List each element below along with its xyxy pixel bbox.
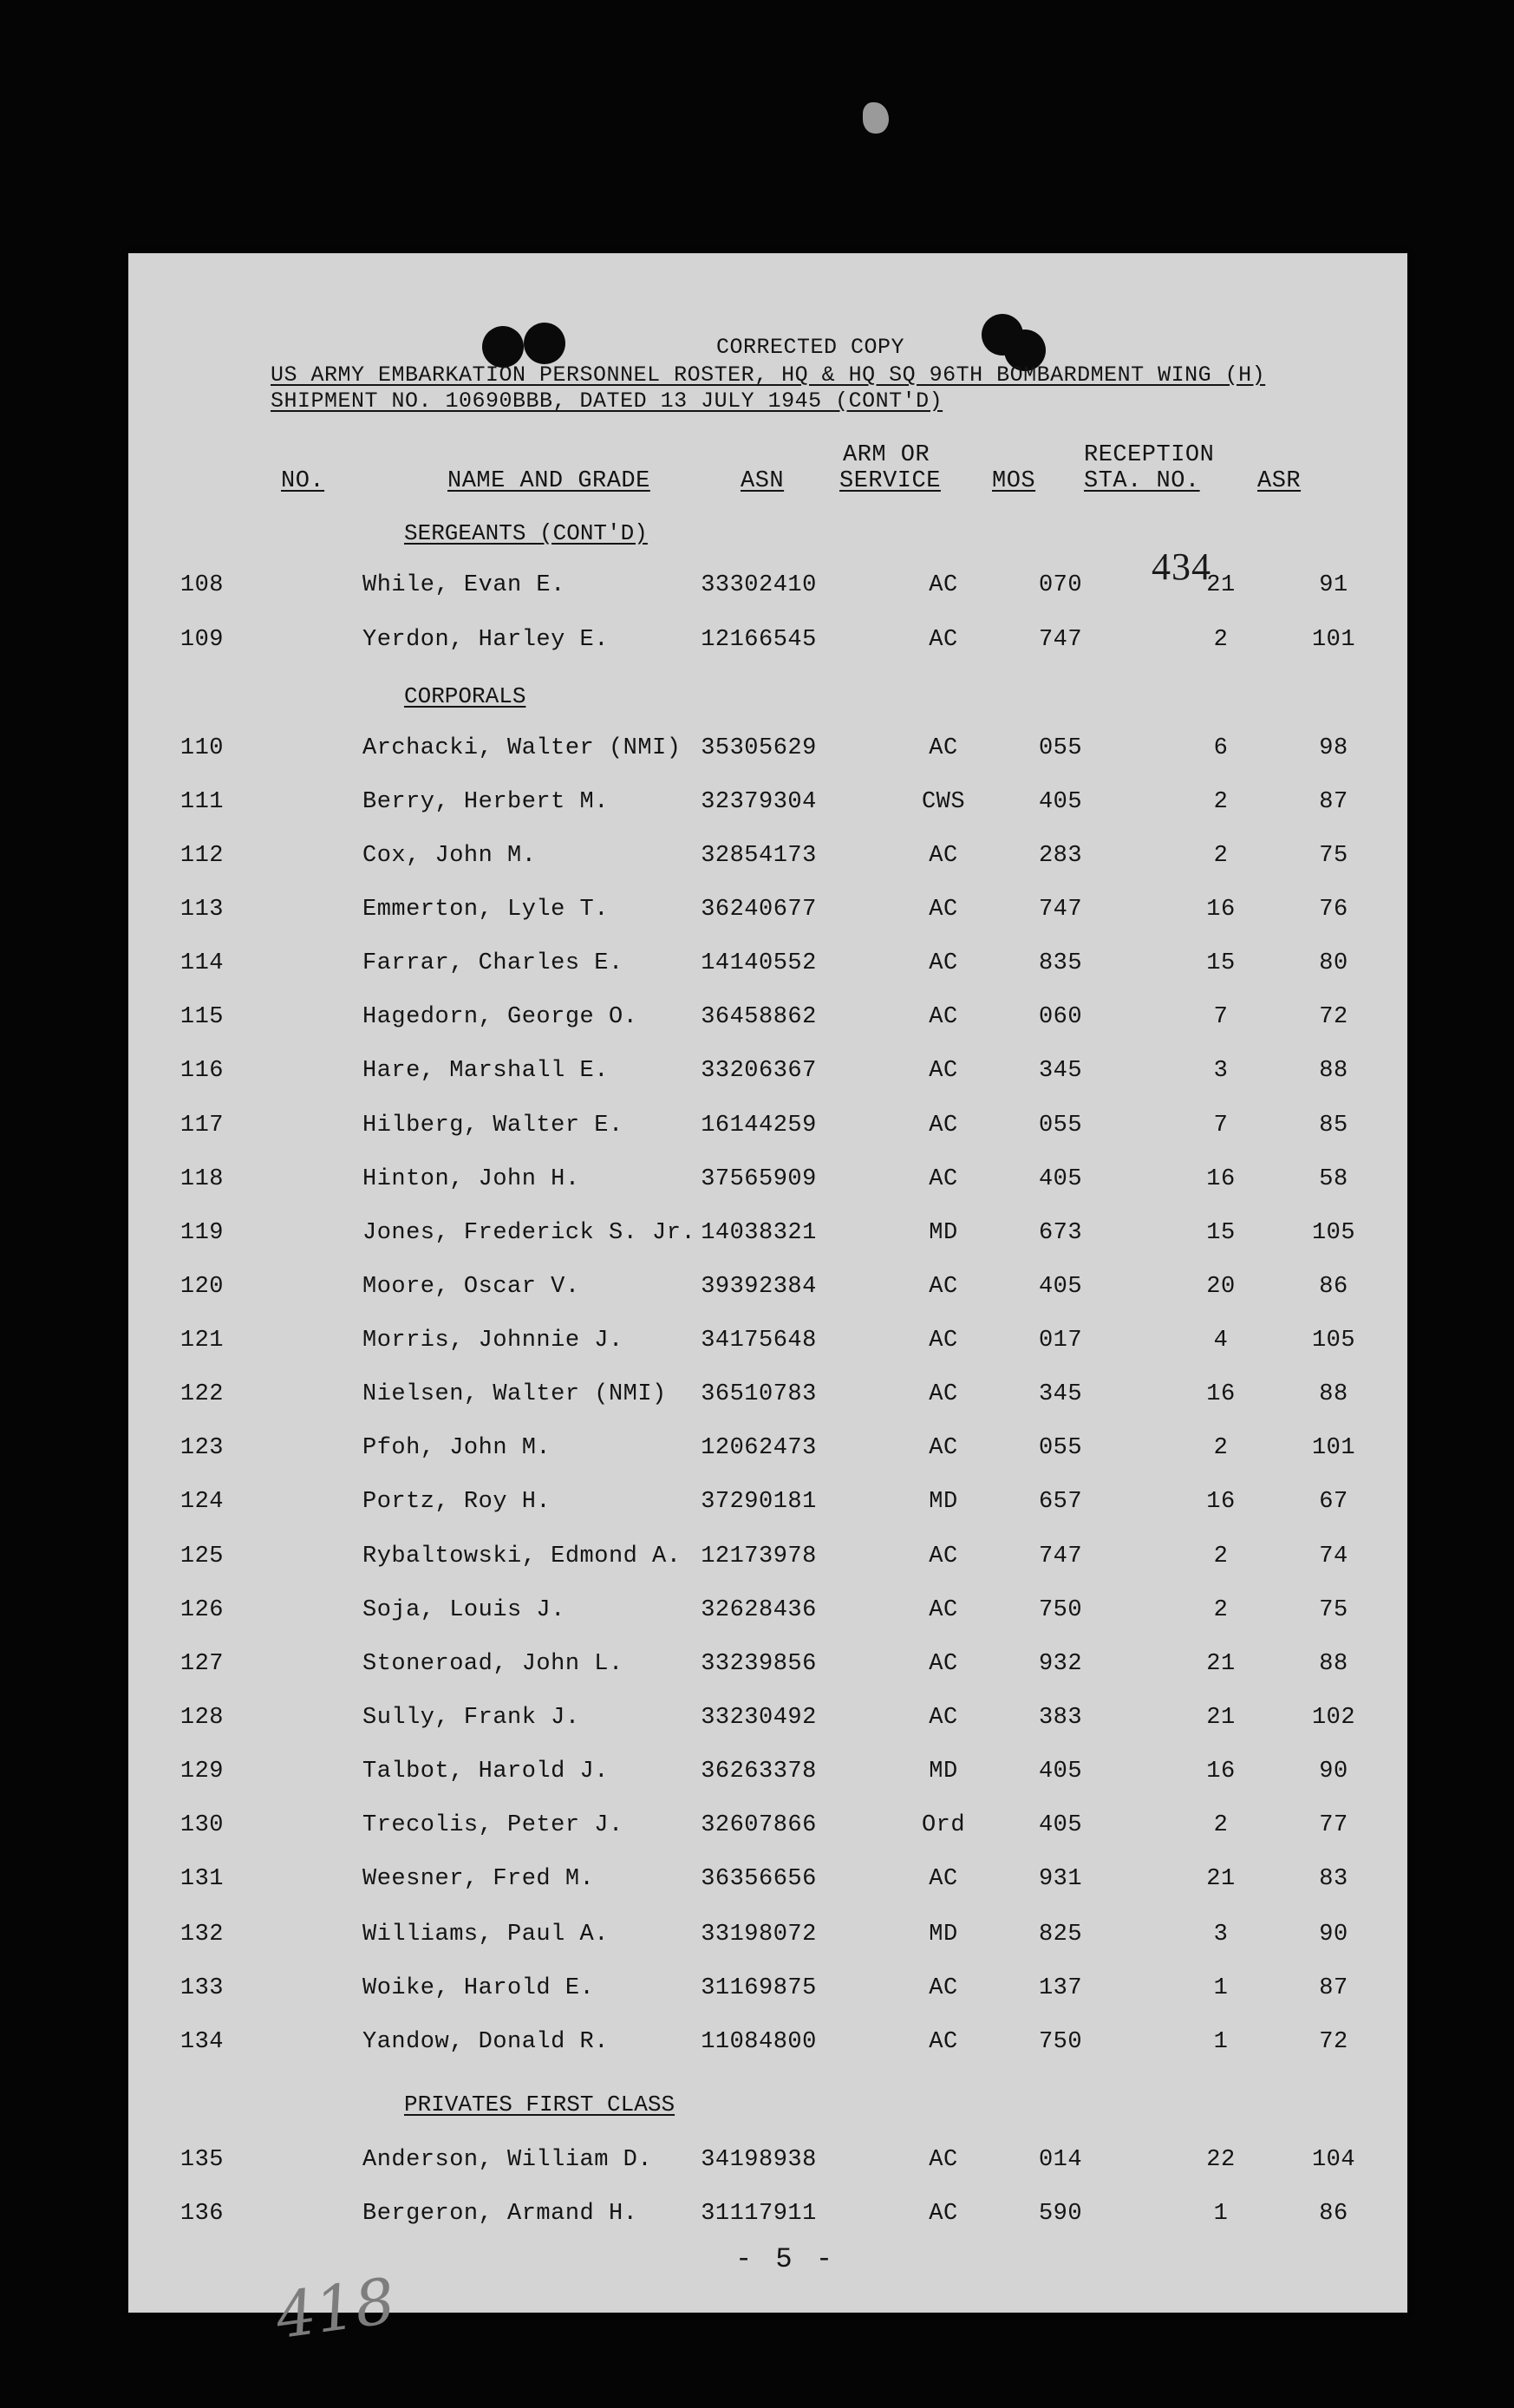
cell-rec: 20 — [1206, 1274, 1236, 1300]
table-row — [128, 843, 1407, 878]
cell-rec: 21 — [1206, 1705, 1236, 1731]
cell-arm: AC — [929, 1166, 958, 1192]
col-arm-bottom: SERVICE — [839, 468, 941, 494]
cell-asr: 91 — [1319, 572, 1348, 598]
cell-no: 109 — [179, 627, 224, 653]
cell-asn: 34198938 — [701, 2147, 817, 2173]
cell-arm: AC — [929, 1381, 958, 1407]
cell-no: 120 — [179, 1274, 224, 1300]
cell-rec: 3 — [1213, 1922, 1229, 1948]
cell-name: Soja, Louis J. — [362, 1597, 565, 1623]
cell-asr: 75 — [1319, 843, 1348, 869]
cell-rec: 4 — [1213, 1328, 1229, 1354]
cell-arm: MD — [929, 1759, 958, 1785]
cell-no: 108 — [179, 572, 224, 598]
table-row — [128, 1651, 1407, 1686]
cell-name: Archacki, Walter (NMI) — [362, 735, 682, 761]
cell-rec: 2 — [1213, 627, 1229, 653]
cell-name: Woike, Harold E. — [362, 1975, 595, 2001]
cell-mos: 070 — [1038, 572, 1083, 598]
cell-asn: 16144259 — [701, 1113, 817, 1139]
cell-rec: 16 — [1206, 897, 1236, 923]
cell-mos: 060 — [1038, 1004, 1083, 1030]
cell-asn: 33198072 — [701, 1922, 817, 1948]
table-row — [128, 1705, 1407, 1739]
cell-rec: 16 — [1206, 1166, 1236, 1192]
cell-mos: 345 — [1038, 1058, 1083, 1084]
cell-rec: 16 — [1206, 1381, 1236, 1407]
cell-no: 119 — [179, 1220, 224, 1246]
col-rec-bottom: STA. NO. — [1084, 468, 1200, 494]
table-row — [128, 627, 1407, 662]
cell-asn: 35305629 — [701, 735, 817, 761]
cell-no: 125 — [179, 1543, 224, 1569]
cell-asr: 85 — [1319, 1113, 1348, 1139]
cell-mos: 137 — [1038, 1975, 1083, 2001]
cell-no: 116 — [179, 1058, 224, 1084]
cell-rec: 21 — [1206, 572, 1236, 598]
cell-name: Hilberg, Walter E. — [362, 1113, 623, 1139]
cell-arm: AC — [929, 1597, 958, 1623]
table-row — [128, 1543, 1407, 1578]
table-row — [128, 950, 1407, 985]
col-asn: ASN — [741, 468, 785, 494]
col-no: NO. — [281, 468, 325, 494]
cell-mos: 405 — [1038, 1166, 1083, 1192]
cell-asn: 37290181 — [701, 1489, 817, 1515]
cell-asn: 34175648 — [701, 1328, 817, 1354]
cell-name: Jones, Frederick S. Jr. — [362, 1220, 696, 1246]
table-row — [128, 1597, 1407, 1632]
handwritten-number: 418 — [271, 2263, 400, 2353]
cell-asn: 32379304 — [701, 789, 817, 815]
table-row — [128, 1004, 1407, 1039]
cell-arm: AC — [929, 1705, 958, 1731]
cell-asn: 36458862 — [701, 1004, 817, 1030]
cell-name: Portz, Roy H. — [362, 1489, 551, 1515]
scan-speck — [863, 102, 889, 134]
table-row — [128, 1328, 1407, 1362]
cell-no: 130 — [179, 1812, 224, 1838]
cell-asr: 83 — [1319, 1866, 1348, 1892]
table-row — [128, 1058, 1407, 1093]
col-arm-top: ARM OR — [843, 442, 930, 468]
table-row — [128, 1274, 1407, 1308]
cell-asr: 77 — [1319, 1812, 1348, 1838]
cell-asn: 14038321 — [701, 1220, 817, 1246]
table-row — [128, 789, 1407, 824]
cell-asr: 88 — [1319, 1651, 1348, 1677]
table-row — [128, 1381, 1407, 1416]
cell-name: Yerdon, Harley E. — [362, 627, 609, 653]
cell-name: While, Evan E. — [362, 572, 565, 598]
cell-arm: AC — [929, 843, 958, 869]
cell-asn: 36356656 — [701, 1866, 817, 1892]
cell-no: 118 — [179, 1166, 224, 1192]
cell-name: Pfoh, John M. — [362, 1435, 551, 1461]
table-row — [128, 1975, 1407, 2010]
cell-rec: 21 — [1206, 1866, 1236, 1892]
cell-asn: 32854173 — [701, 843, 817, 869]
cell-name: Weesner, Fred M. — [362, 1866, 595, 1892]
cell-asr: 58 — [1319, 1166, 1348, 1192]
cell-no: 122 — [179, 1381, 224, 1407]
cell-mos: 405 — [1038, 1812, 1083, 1838]
cell-asr: 105 — [1311, 1220, 1356, 1246]
cell-name: Talbot, Harold J. — [362, 1759, 609, 1785]
cell-mos: 825 — [1038, 1922, 1083, 1948]
cell-arm: AC — [929, 1975, 958, 2001]
cell-name: Morris, Johnnie J. — [362, 1328, 623, 1354]
cell-arm: AC — [929, 627, 958, 653]
cell-mos: 747 — [1038, 1543, 1083, 1569]
table-row — [128, 1922, 1407, 1956]
cell-no: 110 — [179, 735, 224, 761]
cell-name: Trecolis, Peter J. — [362, 1812, 623, 1838]
cell-name: Stoneroad, John L. — [362, 1651, 623, 1677]
col-name: NAME AND GRADE — [447, 468, 650, 494]
table-row — [128, 2201, 1407, 2235]
cell-asr: 67 — [1319, 1489, 1348, 1515]
table-row — [128, 1113, 1407, 1147]
col-mos: MOS — [992, 468, 1036, 494]
cell-mos: 405 — [1038, 1759, 1083, 1785]
cell-asn: 39392384 — [701, 1274, 817, 1300]
cell-rec: 7 — [1213, 1113, 1229, 1139]
cell-no: 111 — [179, 789, 224, 815]
punch-hole — [524, 323, 565, 364]
cell-asn: 36240677 — [701, 897, 817, 923]
cell-mos: 383 — [1038, 1705, 1083, 1731]
section-sergeants: SERGEANTS (CONT'D) — [404, 520, 648, 546]
cell-asr: 105 — [1311, 1328, 1356, 1354]
cell-asr: 72 — [1319, 2029, 1348, 2055]
cell-name: Yandow, Donald R. — [362, 2029, 609, 2055]
table-row — [128, 1166, 1407, 1201]
cell-mos: 405 — [1038, 789, 1083, 815]
cell-no: 135 — [179, 2147, 224, 2173]
table-row — [128, 1759, 1407, 1793]
cell-arm: AC — [929, 1435, 958, 1461]
cell-asr: 102 — [1311, 1705, 1356, 1731]
cell-rec: 16 — [1206, 1759, 1236, 1785]
cell-name: Hare, Marshall E. — [362, 1058, 609, 1084]
table-row — [128, 1220, 1407, 1255]
cell-name: Bergeron, Armand H. — [362, 2201, 638, 2227]
cell-rec: 1 — [1213, 2201, 1229, 2227]
cell-no: 124 — [179, 1489, 224, 1515]
cell-rec: 2 — [1213, 843, 1229, 869]
cell-arm: AC — [929, 2029, 958, 2055]
cell-rec: 15 — [1206, 1220, 1236, 1246]
cell-name: Anderson, William D. — [362, 2147, 653, 2173]
cell-asn: 33302410 — [701, 572, 817, 598]
cell-asn: 33239856 — [701, 1651, 817, 1677]
cell-arm: AC — [929, 1113, 958, 1139]
cell-no: 123 — [179, 1435, 224, 1461]
section-pfc: PRIVATES FIRST CLASS — [404, 2092, 675, 2118]
cell-asn: 36263378 — [701, 1759, 817, 1785]
cell-asr: 75 — [1319, 1597, 1348, 1623]
cell-asn: 37565909 — [701, 1166, 817, 1192]
cell-rec: 1 — [1213, 2029, 1229, 2055]
cell-asr: 76 — [1319, 897, 1348, 923]
cell-mos: 345 — [1038, 1381, 1083, 1407]
cell-no: 126 — [179, 1597, 224, 1623]
table-row — [128, 1435, 1407, 1470]
cell-no: 117 — [179, 1113, 224, 1139]
stamp-number: 434 — [1152, 545, 1211, 588]
cell-no: 112 — [179, 843, 224, 869]
cell-rec: 1 — [1213, 1975, 1229, 2001]
cell-rec: 16 — [1206, 1489, 1236, 1515]
cell-mos: 673 — [1038, 1220, 1083, 1246]
cell-asr: 86 — [1319, 2201, 1348, 2227]
header-roster-title: US ARMY EMBARKATION PERSONNEL ROSTER, HQ & HQ SQ 96TH BOMBARDMENT WING (H) — [271, 362, 1266, 388]
page-number: - 5 - — [735, 2243, 837, 2275]
cell-rec: 21 — [1206, 1651, 1236, 1677]
cell-mos: 055 — [1038, 1435, 1083, 1461]
cell-no: 131 — [179, 1866, 224, 1892]
cell-arm: AC — [929, 1274, 958, 1300]
cell-rec: 2 — [1213, 1597, 1229, 1623]
cell-name: Nielsen, Walter (NMI) — [362, 1381, 667, 1407]
cell-no: 127 — [179, 1651, 224, 1677]
col-rec-top: RECEPTION — [1084, 442, 1215, 468]
cell-asr: 80 — [1319, 950, 1348, 976]
cell-asn: 33230492 — [701, 1705, 817, 1731]
cell-mos: 750 — [1038, 2029, 1083, 2055]
cell-asr: 74 — [1319, 1543, 1348, 1569]
cell-rec: 22 — [1206, 2147, 1236, 2173]
cell-name: Farrar, Charles E. — [362, 950, 623, 976]
cell-mos: 747 — [1038, 627, 1083, 653]
punch-hole — [482, 326, 524, 368]
cell-mos: 747 — [1038, 897, 1083, 923]
cell-mos: 055 — [1038, 1113, 1083, 1139]
cell-asr: 72 — [1319, 1004, 1348, 1030]
cell-asn: 31117911 — [701, 2201, 817, 2227]
cell-rec: 2 — [1213, 789, 1229, 815]
cell-mos: 014 — [1038, 2147, 1083, 2173]
table-row — [128, 1489, 1407, 1524]
cell-mos: 055 — [1038, 735, 1083, 761]
table-row — [128, 897, 1407, 931]
cell-no: 136 — [179, 2201, 224, 2227]
cell-arm: AC — [929, 1058, 958, 1084]
cell-mos: 405 — [1038, 1274, 1083, 1300]
cell-arm: MD — [929, 1220, 958, 1246]
section-corporals: CORPORALS — [404, 683, 526, 709]
cell-arm: AC — [929, 1328, 958, 1354]
cell-arm: CWS — [921, 789, 966, 815]
cell-no: 121 — [179, 1328, 224, 1354]
cell-mos: 931 — [1038, 1866, 1083, 1892]
col-asr: ASR — [1257, 468, 1302, 494]
cell-name: Hinton, John H. — [362, 1166, 580, 1192]
cell-asn: 33206367 — [701, 1058, 817, 1084]
table-row — [128, 572, 1407, 607]
table-row — [128, 1812, 1407, 1847]
cell-asr: 104 — [1311, 2147, 1356, 2173]
table-row — [128, 2147, 1407, 2182]
cell-name: Moore, Oscar V. — [362, 1274, 580, 1300]
table-row — [128, 1866, 1407, 1901]
cell-arm: AC — [929, 897, 958, 923]
cell-asr: 86 — [1319, 1274, 1348, 1300]
cell-asn: 12166545 — [701, 627, 817, 653]
cell-asn: 36510783 — [701, 1381, 817, 1407]
cell-asr: 88 — [1319, 1058, 1348, 1084]
cell-asn: 12173978 — [701, 1543, 817, 1569]
cell-no: 133 — [179, 1975, 224, 2001]
cell-no: 114 — [179, 950, 224, 976]
cell-arm: AC — [929, 2147, 958, 2173]
cell-asr: 101 — [1311, 627, 1356, 653]
cell-no: 134 — [179, 2029, 224, 2055]
column-headers — [128, 442, 1407, 512]
cell-asn: 31169875 — [701, 1975, 817, 2001]
cell-asr: 90 — [1319, 1922, 1348, 1948]
cell-asn: 32607866 — [701, 1812, 817, 1838]
cell-arm: AC — [929, 735, 958, 761]
cell-no: 113 — [179, 897, 224, 923]
cell-name: Hagedorn, George O. — [362, 1004, 638, 1030]
cell-arm: AC — [929, 1004, 958, 1030]
cell-asr: 98 — [1319, 735, 1348, 761]
cell-rec: 2 — [1213, 1435, 1229, 1461]
cell-asr: 87 — [1319, 1975, 1348, 2001]
table-row — [128, 735, 1407, 770]
cell-rec: 2 — [1213, 1812, 1229, 1838]
cell-asn: 12062473 — [701, 1435, 817, 1461]
cell-rec: 15 — [1206, 950, 1236, 976]
cell-arm: AC — [929, 1543, 958, 1569]
cell-rec: 6 — [1213, 735, 1229, 761]
cell-name: Cox, John M. — [362, 843, 537, 869]
cell-asn: 11084800 — [701, 2029, 817, 2055]
table-row — [128, 2029, 1407, 2064]
cell-asn: 14140552 — [701, 950, 817, 976]
cell-no: 129 — [179, 1759, 224, 1785]
cell-mos: 750 — [1038, 1597, 1083, 1623]
cell-arm: MD — [929, 1922, 958, 1948]
cell-name: Sully, Frank J. — [362, 1705, 580, 1731]
cell-arm: AC — [929, 2201, 958, 2227]
cell-rec: 3 — [1213, 1058, 1229, 1084]
cell-rec: 2 — [1213, 1543, 1229, 1569]
cell-asr: 87 — [1319, 789, 1348, 815]
cell-no: 115 — [179, 1004, 224, 1030]
cell-arm: AC — [929, 572, 958, 598]
cell-mos: 017 — [1038, 1328, 1083, 1354]
cell-mos: 657 — [1038, 1489, 1083, 1515]
cell-mos: 932 — [1038, 1651, 1083, 1677]
cell-name: Emmerton, Lyle T. — [362, 897, 609, 923]
cell-asn: 32628436 — [701, 1597, 817, 1623]
cell-arm: MD — [929, 1489, 958, 1515]
cell-no: 128 — [179, 1705, 224, 1731]
cell-arm: AC — [929, 1866, 958, 1892]
cell-rec: 7 — [1213, 1004, 1229, 1030]
cell-name: Berry, Herbert M. — [362, 789, 609, 815]
cell-mos: 283 — [1038, 843, 1083, 869]
cell-mos: 835 — [1038, 950, 1083, 976]
cell-name: Rybaltowski, Edmond A. — [362, 1543, 682, 1569]
cell-asr: 90 — [1319, 1759, 1348, 1785]
cell-arm: AC — [929, 1651, 958, 1677]
cell-mos: 590 — [1038, 2201, 1083, 2227]
header-corrected-copy: CORRECTED COPY — [716, 335, 905, 360]
cell-asr: 88 — [1319, 1381, 1348, 1407]
header-shipment: SHIPMENT NO. 10690BBB, DATED 13 JULY 1945 (CONT'D) — [271, 388, 943, 414]
cell-arm: AC — [929, 950, 958, 976]
cell-name: Williams, Paul A. — [362, 1922, 609, 1948]
cell-no: 132 — [179, 1922, 224, 1948]
cell-asr: 101 — [1311, 1435, 1356, 1461]
cell-arm: Ord — [921, 1812, 966, 1838]
